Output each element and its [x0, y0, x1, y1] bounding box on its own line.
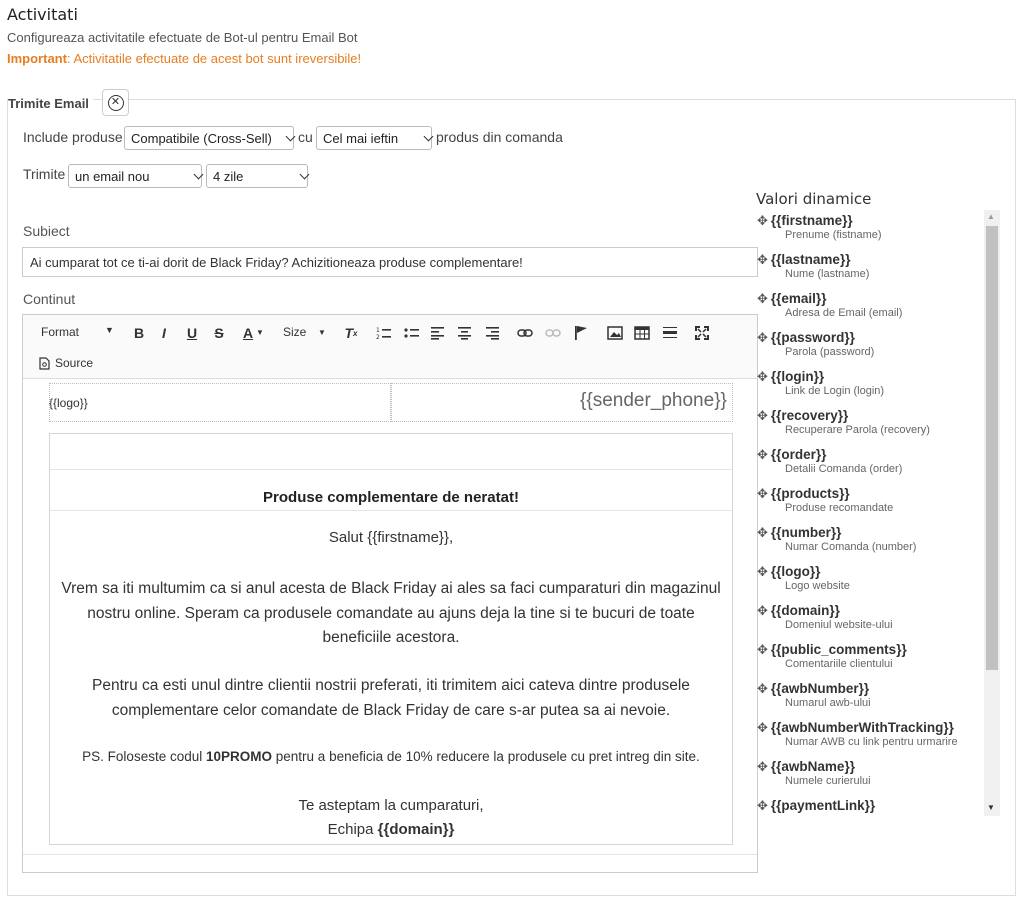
- unlink-icon[interactable]: [545, 327, 561, 339]
- promo-code: 10PROMO: [206, 749, 273, 764]
- send-delay-value: 4 zile: [213, 168, 244, 184]
- align-right-icon[interactable]: [486, 326, 500, 340]
- dynamic-desc: Adresa de Email (email): [785, 307, 903, 319]
- dynamic-token: {{firstname}}: [770, 213, 853, 228]
- dynamic-desc: Prenume (fistname): [785, 229, 882, 241]
- bullet-list-icon[interactable]: [404, 326, 420, 340]
- strikethrough-icon[interactable]: S: [214, 325, 224, 341]
- size-caret-icon[interactable]: ▼: [318, 328, 326, 337]
- dynamic-desc: Logo website: [785, 580, 850, 592]
- dynamic-token: {{login}}: [770, 369, 825, 384]
- dynamic-desc: Parola (password): [785, 346, 875, 358]
- dynamic-token: {{products}}: [770, 486, 850, 501]
- dynamic-value-item[interactable]: [757, 720, 958, 748]
- dynamic-values-title: Valori dinamice: [756, 190, 872, 208]
- logo-cell[interactable]: [49, 383, 391, 422]
- dynamic-token: {{email}}: [770, 291, 827, 306]
- horizontal-line-icon[interactable]: [662, 325, 678, 341]
- dynamic-desc: Numarul awb-ului: [785, 697, 871, 709]
- sender-phone-token: {{sender_phone}}: [580, 390, 727, 411]
- dynamic-desc: Domeniul website-ului: [785, 619, 893, 631]
- email-paragraph-1: Vrem sa iti multumim ca si anul acesta de Black Friday ai ales sa faci cumparaturi din magazinul nostru online. Speram ca produsele comandate au ajuns deja la tine si te bucuri de toate beneficiile acestora.: [61, 580, 721, 646]
- subject-input[interactable]: Ai cumparat tot ce ti-ai dorit de Black Friday? Achizitioneaza produse complementare!: [22, 247, 758, 277]
- from-order-label: produs din comanda: [436, 129, 563, 145]
- dynamic-value-item[interactable]: [757, 525, 916, 553]
- dynamic-desc: Detalii Comanda (order): [785, 463, 903, 475]
- source-button[interactable]: Source: [55, 356, 94, 370]
- svg-text:2: 2: [376, 334, 380, 340]
- move-icon: ✥: [757, 369, 768, 384]
- dynamic-desc: Produse recomandate: [785, 502, 894, 514]
- svg-text:1: 1: [376, 327, 380, 334]
- ps-text: PS. Foloseste codul: [82, 749, 206, 764]
- move-icon: ✥: [757, 720, 768, 735]
- page-description: Configureaza activitatile efectuate de Bot-ul pentru Email Bot: [7, 30, 358, 45]
- editor-bottom-divider: [23, 854, 757, 855]
- dynamic-token: {{logo}}: [770, 564, 821, 579]
- dynamic-token: {{awbNumberWithTracking}}: [770, 720, 954, 735]
- dynamic-value-item[interactable]: [757, 330, 874, 358]
- link-icon[interactable]: [517, 327, 533, 339]
- dynamic-value-item[interactable]: [757, 447, 902, 475]
- scrollbar-thumb[interactable]: [986, 226, 998, 670]
- subject-label: Subiect: [23, 223, 70, 239]
- send-label: Trimite: [23, 166, 66, 182]
- price-value: Cel mai ieftin: [323, 130, 399, 146]
- divider: [50, 510, 732, 511]
- maximize-icon[interactable]: [694, 325, 710, 341]
- dynamic-value-item[interactable]: [757, 252, 869, 280]
- dynamic-token: {{password}}: [770, 330, 855, 345]
- include-products-label: Include produse: [23, 129, 123, 145]
- dynamic-token: {{awbNumber}}: [770, 681, 870, 696]
- numbered-list-icon[interactable]: [376, 326, 392, 340]
- dynamic-desc: Numar Comanda (number): [785, 541, 917, 553]
- dynamic-value-item[interactable]: [757, 564, 850, 592]
- scroll-up-icon[interactable]: ▲: [987, 212, 995, 221]
- cu-label: cu: [298, 129, 313, 145]
- format-caret-icon[interactable]: ▼: [105, 325, 114, 335]
- align-left-icon[interactable]: [431, 326, 445, 340]
- clear-format-icon[interactable]: T x: [344, 325, 358, 341]
- email-paragraph-2: Pentru ca esti unul dintre clientii nostrii preferati, iti trimitem aici cateva dintre produsele complementare celor comandate de Black Friday de care s-ar putea sa ai nevoie.: [92, 677, 690, 719]
- dynamic-token: {{awbName}}: [770, 759, 855, 774]
- move-icon: ✥: [757, 447, 768, 462]
- dynamic-token: {{public_comments}}: [770, 642, 907, 657]
- text-color-icon[interactable]: A: [242, 325, 254, 341]
- page-title: Activitati: [7, 5, 78, 24]
- move-icon: ✥: [757, 486, 768, 501]
- dynamic-token: {{paymentLink}}: [770, 798, 876, 813]
- move-icon: ✥: [757, 681, 768, 696]
- move-icon: ✥: [757, 564, 768, 579]
- move-icon: ✥: [757, 525, 768, 540]
- move-icon: ✥: [757, 798, 768, 813]
- align-center-icon[interactable]: [458, 326, 472, 340]
- dynamic-token: {{domain}}: [770, 603, 840, 618]
- image-icon[interactable]: [607, 326, 623, 340]
- dynamic-token: {{recovery}}: [770, 408, 849, 423]
- divider: [50, 469, 732, 470]
- move-icon: ✥: [757, 213, 768, 228]
- dynamic-value-item[interactable]: [757, 681, 871, 709]
- logo-token: {{logo}}: [49, 396, 88, 410]
- underline-icon[interactable]: U: [186, 325, 198, 341]
- send-mode-value: un email nou: [75, 168, 150, 184]
- remove-section-button[interactable]: [102, 89, 129, 116]
- dynamic-value-item[interactable]: [757, 642, 907, 670]
- content-label: Continut: [23, 291, 76, 307]
- product-type-select[interactable]: [124, 126, 294, 150]
- dynamic-desc: Recuperare Parola (recovery): [785, 424, 930, 436]
- price-select[interactable]: [316, 126, 432, 150]
- move-icon: ✥: [757, 603, 768, 618]
- email-ps: [50, 749, 732, 764]
- important-notice: [7, 51, 361, 66]
- email-closing: Te asteptam la cumparaturi,: [298, 797, 484, 814]
- dynamic-value-item[interactable]: [757, 369, 884, 397]
- format-dropdown[interactable]: Format: [41, 325, 80, 339]
- dynamic-value-item[interactable]: [757, 486, 893, 514]
- move-icon: ✥: [757, 642, 768, 657]
- important-label: Important: [7, 51, 67, 66]
- table-icon[interactable]: [634, 326, 650, 340]
- move-icon: ✥: [757, 408, 768, 423]
- circle-x-icon: ✕: [108, 95, 124, 111]
- signature-token: {{domain}}: [377, 821, 455, 838]
- source-doc-icon[interactable]: [39, 357, 50, 370]
- dynamic-desc: Numele curierului: [785, 775, 871, 787]
- dynamic-values-list[interactable]: [757, 210, 1000, 816]
- size-dropdown[interactable]: Size: [283, 325, 307, 339]
- dynamic-token: {{order}}: [770, 447, 827, 462]
- scroll-down-icon[interactable]: ▼: [987, 803, 995, 812]
- important-text: : Activitatile efectuate de acest bot sunt ireversibile!: [66, 51, 362, 66]
- bold-icon[interactable]: B: [133, 325, 145, 341]
- dynamic-value-item[interactable]: [757, 213, 882, 241]
- email-signature: [50, 821, 732, 838]
- move-icon: ✥: [757, 759, 768, 774]
- dynamic-desc: Numar AWB cu link pentru urmarire: [785, 736, 958, 748]
- dynamic-value-item[interactable]: [757, 798, 875, 814]
- anchor-flag-icon[interactable]: [574, 325, 588, 341]
- dynamic-desc: Comentariile clientului: [785, 658, 893, 670]
- product-type-value: Compatibile (Cross-Sell): [131, 130, 272, 146]
- dynamic-value-item[interactable]: [757, 759, 871, 787]
- move-icon: ✥: [757, 330, 768, 345]
- dynamic-token: {{number}}: [770, 525, 842, 540]
- dynamic-token: {{lastname}}: [770, 252, 851, 267]
- text-color-caret-icon[interactable]: ▼: [256, 328, 264, 337]
- italic-icon[interactable]: I: [162, 325, 166, 341]
- signature-prefix: Echipa: [327, 821, 378, 838]
- section-legend: Trimite Email: [8, 96, 93, 111]
- ps-text: pentru a beneficia de 10% reducere la produsele cu pret intreg din site.: [272, 749, 700, 764]
- dynamic-value-item[interactable]: [757, 603, 893, 631]
- move-icon: ✥: [757, 291, 768, 306]
- dynamic-desc: Nume (lastname): [785, 268, 870, 280]
- email-greeting: Salut {{firstname}},: [328, 529, 454, 546]
- dynamic-value-item[interactable]: [757, 291, 902, 319]
- email-heading: Produse complementare de neratat!: [263, 489, 519, 506]
- dynamic-value-item[interactable]: [757, 408, 930, 436]
- dynamic-desc: Link de Login (login): [785, 385, 885, 397]
- send-mode-select[interactable]: [68, 164, 202, 188]
- move-icon: ✥: [757, 252, 768, 267]
- send-delay-select[interactable]: [206, 164, 308, 188]
